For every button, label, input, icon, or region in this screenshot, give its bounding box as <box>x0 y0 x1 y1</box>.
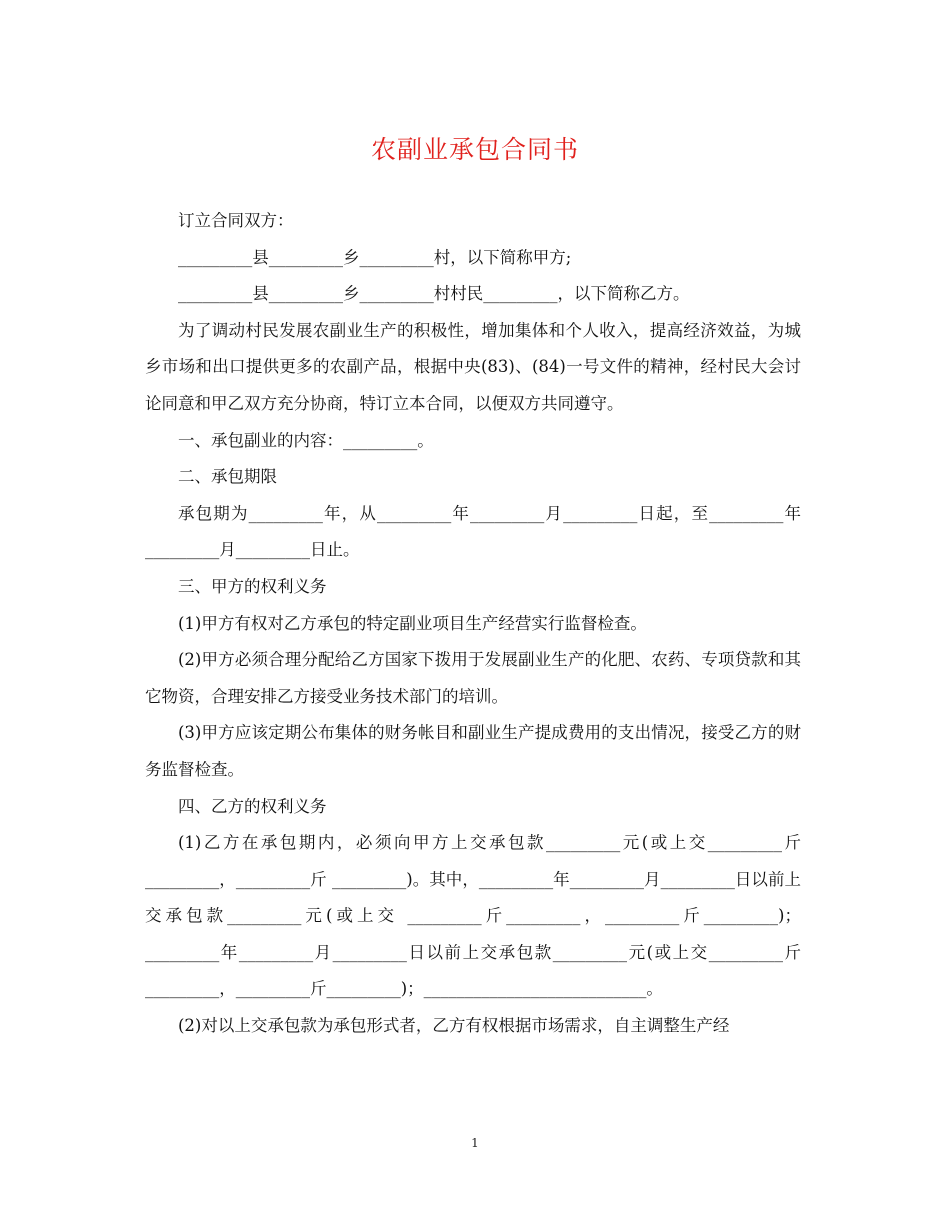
section-1-content: 一、承包副业的内容：_________。 <box>178 430 434 450</box>
document-body <box>145 203 801 1045</box>
page-number: 1 <box>471 1136 479 1150</box>
section-2-term: 承包期为_________年，从_________年_________月_________日起，至_________年_________月_________日止。 <box>145 503 801 560</box>
section-4-item-2: (2)对以上交承包款为承包形式者，乙方有权根据市场需求，自主调整生产经 <box>178 1016 730 1036</box>
section-3-heading: 三、甲方的权利义务 <box>178 576 327 596</box>
section-3-item-2: (2)甲方必须合理分配给乙方国家下拨用于发展副业生产的化肥、农药、专项贷款和其它物资，合理安排乙方接受业务技术部门的培训。 <box>145 650 801 706</box>
paragraph-preamble: 为了调动村民发展农副业生产的积极性，增加集体和个人收入，提高经济效益，为城乡市场和出口提供更多的农副产品，根据中央(83)、(84)一号文件的精神，经村民大会讨论同意和甲乙双方充分协商，特订立本合同，以便双方共同遵守。 <box>145 320 801 413</box>
paragraph-party-a: _________县_________乡_________村，以下简称甲方; <box>178 247 572 267</box>
document-title: 农副业承包合同书 <box>370 135 579 164</box>
section-4-heading: 四、乙方的权利义务 <box>178 796 327 816</box>
section-2-heading: 二、承包期限 <box>178 467 277 487</box>
section-3-item-1: (1)甲方有权对乙方承包的特定副业项目生产经营实行监督检查。 <box>178 613 647 633</box>
section-3-item-3: (3)甲方应该定期公布集体的财务帐目和副业生产提成费用的支出情况，接受乙方的财务监督检查。 <box>145 723 801 779</box>
paragraph-party-b: _________县_________乡_________村村民_________，以下简称乙方。 <box>178 284 690 304</box>
section-4-item-1: (1)乙方在承包期内，必须向甲方上交承包款_________元(或上交_________斤_________，_________斤 _________)。其中，_________年_________月_________日以前上交承包款_________元(或上交 _________斤_________，_________斤_________)；_________年_________月_________日以前上交承包款_________元(或上交_________斤_________，_________斤_________)；___________________________。 <box>145 833 801 999</box>
paragraph-parties-heading: 订立合同双方： <box>178 211 294 230</box>
